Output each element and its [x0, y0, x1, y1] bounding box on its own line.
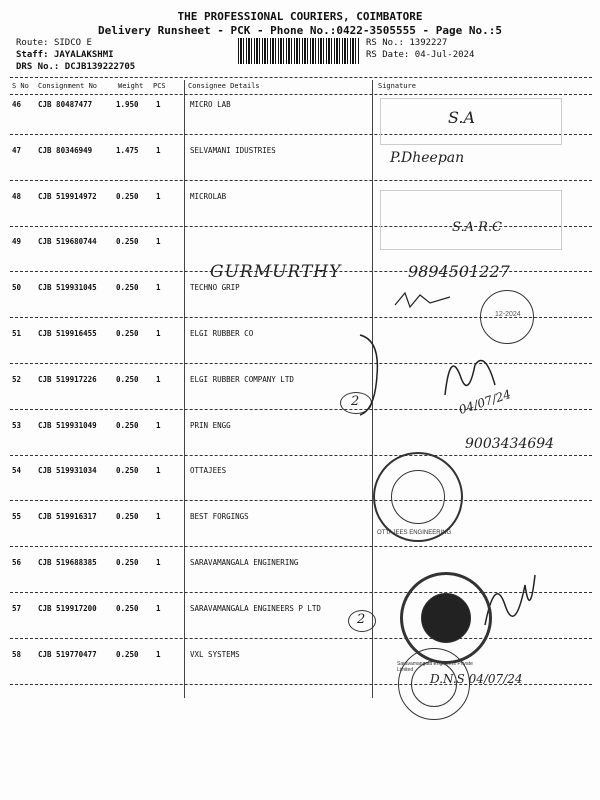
row-pcs: 1 [156, 237, 161, 246]
row-sno: 58 [12, 650, 22, 659]
col-header-pcs: PCS [153, 82, 166, 90]
signature-scribble-51 [440, 345, 500, 405]
row-sno: 57 [12, 604, 22, 613]
row-consignee: VXL SYSTEMS [190, 650, 240, 659]
row-pcs: 1 [156, 650, 161, 659]
row-weight: 0.250 [116, 466, 139, 475]
rs-no-label: RS No.: [366, 38, 404, 48]
drs-value: DCJB139222705 [64, 62, 136, 72]
row-pcs: 1 [156, 375, 161, 384]
row-divider [10, 500, 592, 501]
row-cons: CJB 519770477 [38, 650, 97, 659]
row-cons: CJB 519688385 [38, 558, 97, 567]
row-consignee: PRIN ENGG [190, 421, 231, 430]
header-top-rule [10, 77, 592, 78]
row-cons: CJB 519917200 [38, 604, 97, 613]
route-line [16, 38, 92, 48]
row-sno: 47 [12, 146, 22, 155]
row-consignee: SARAVAMANGALA ENGINERING [190, 558, 299, 567]
col-header-weight: Weight [118, 82, 144, 90]
circled-number-52: 2 [351, 394, 360, 409]
row-weight: 0.250 [116, 604, 139, 613]
rs-date-line [366, 50, 474, 60]
row-sno: 54 [12, 466, 22, 475]
row-divider [10, 180, 592, 181]
handwritten-signature-46: S.A [448, 108, 476, 127]
row-cons: CJB 519916455 [38, 329, 97, 338]
vxl-stamp-inner-ring [411, 661, 457, 707]
row-weight: 0.250 [116, 283, 139, 292]
row-pcs: 1 [156, 100, 161, 109]
bracket-scribble-51 [355, 330, 385, 420]
stamp-date-50: 12-2024 [495, 311, 521, 318]
ottajees-stamp-text: OTTAJEES ENGINEERING [377, 530, 452, 536]
handwritten-phone-1: 9894501227 [408, 262, 510, 281]
drs-line [16, 62, 135, 72]
row-sno: 52 [12, 375, 22, 384]
rs-date-label: RS Date: [366, 50, 410, 60]
handwritten-signature-49: S.A R.C [452, 220, 502, 235]
row-pcs: 1 [156, 466, 161, 475]
row-sno: 50 [12, 283, 22, 292]
row-pcs: 1 [156, 558, 161, 567]
row-pcs: 1 [156, 604, 161, 613]
staff-line [16, 50, 114, 60]
row-cons: CJB 519914972 [38, 192, 97, 201]
route-label: Route: [16, 38, 49, 48]
row-weight: 0.250 [116, 558, 139, 567]
company-title: THE PROFESSIONAL COURIERS, COIMBATORE [177, 10, 423, 23]
row-consignee: MICROLAB [190, 192, 227, 201]
row-sno: 55 [12, 512, 22, 521]
header-bottom-rule [10, 94, 592, 95]
col-header-consignee: Consignee Details [188, 82, 260, 90]
row-cons: CJB 519931045 [38, 283, 97, 292]
barcode [238, 38, 360, 64]
row-weight: 0.250 [116, 512, 139, 521]
row-pcs: 1 [156, 421, 161, 430]
row-cons: CJB 519931034 [38, 466, 97, 475]
row-consignee: ELGI RUBBER COMPANY LTD [190, 375, 294, 384]
row-weight: 0.250 [116, 650, 139, 659]
handwritten-date-52: 04/07/24 [457, 387, 513, 417]
row-cons: CJB 519931049 [38, 421, 97, 430]
row-pcs: 1 [156, 283, 161, 292]
row-sno: 53 [12, 421, 22, 430]
row-consignee: ELGI RUBBER CO [190, 329, 254, 338]
vxl-stamp [398, 648, 470, 720]
row-divider [10, 363, 592, 364]
runsheet-subtitle: Delivery Runsheet - PCK - Phone No.:0422-3505555 - Page No.:5 [98, 24, 502, 37]
row-weight: 1.475 [116, 146, 139, 155]
drs-label: DRS No.: [16, 62, 60, 72]
staff-value: JAYALAKSHMI [53, 50, 114, 60]
row-weight: 0.250 [116, 192, 139, 201]
row-divider [10, 546, 592, 547]
saravamangala-stamp-text: Saravamangala Engineers Private Limited [397, 661, 473, 673]
row-sno: 48 [12, 192, 22, 201]
company-stamp-50 [480, 290, 534, 344]
row-consignee: SELVAMANI IDUSTRIES [190, 146, 276, 155]
row-consignee: BEST FORGINGS [190, 512, 249, 521]
rs-no-value: 1392227 [409, 38, 448, 48]
row-cons: CJB 519680744 [38, 237, 97, 246]
row-pcs: 1 [156, 192, 161, 201]
handwritten-signature-58: D.N.S 04/07/24 [430, 672, 523, 686]
row-consignee: TECHNO GRIP [190, 283, 240, 292]
row-divider [10, 638, 592, 639]
row-pcs: 1 [156, 146, 161, 155]
row-cons: CJB 519916317 [38, 512, 97, 521]
row-cons: CJB 80487477 [38, 100, 93, 109]
row-weight: 0.250 [116, 421, 139, 430]
circled-number-57: 2 [357, 612, 366, 627]
row-pcs: 1 [156, 512, 161, 521]
row-weight: 1.950 [116, 100, 139, 109]
ottajees-stamp-inner-ring [391, 470, 445, 524]
col-header-signature: Signature [378, 82, 416, 90]
row-cons: CJB 80346949 [38, 146, 93, 155]
row-sno: 56 [12, 558, 22, 567]
handwritten-signature-47: P.Dheepan [390, 150, 465, 166]
column-divider-consignee [184, 80, 185, 698]
signature-scribble-50 [390, 285, 460, 315]
row-weight: 0.250 [116, 375, 139, 384]
saravamangala-stamp-center [421, 593, 471, 643]
row-pcs: 1 [156, 329, 161, 338]
row-consignee: SARAVAMANGALA ENGINEERS P LTD [190, 604, 321, 613]
handwritten-name: GURMURTHY [210, 262, 342, 282]
route-value: SIDCO E [53, 38, 92, 48]
staff-label: Staff: [16, 50, 49, 60]
ottajees-stamp [373, 452, 463, 542]
row-sno: 49 [12, 237, 22, 246]
row-sno: 46 [12, 100, 22, 109]
row-consignee: MICRO LAB [190, 100, 231, 109]
rs-no-line [366, 38, 447, 48]
row-cons: CJB 519917226 [38, 375, 97, 384]
row-consignee: OTTAJEES [190, 466, 227, 475]
col-header-consignment: Consignment No [38, 82, 98, 90]
handwritten-phone-2: 9003434694 [465, 436, 555, 452]
row-weight: 0.250 [116, 237, 139, 246]
row-weight: 0.250 [116, 329, 139, 338]
row-divider [10, 409, 592, 410]
row-sno: 51 [12, 329, 22, 338]
col-header-sno: S No [12, 82, 29, 90]
row-divider [10, 455, 592, 456]
rs-date-value: 04-Jul-2024 [414, 50, 475, 60]
